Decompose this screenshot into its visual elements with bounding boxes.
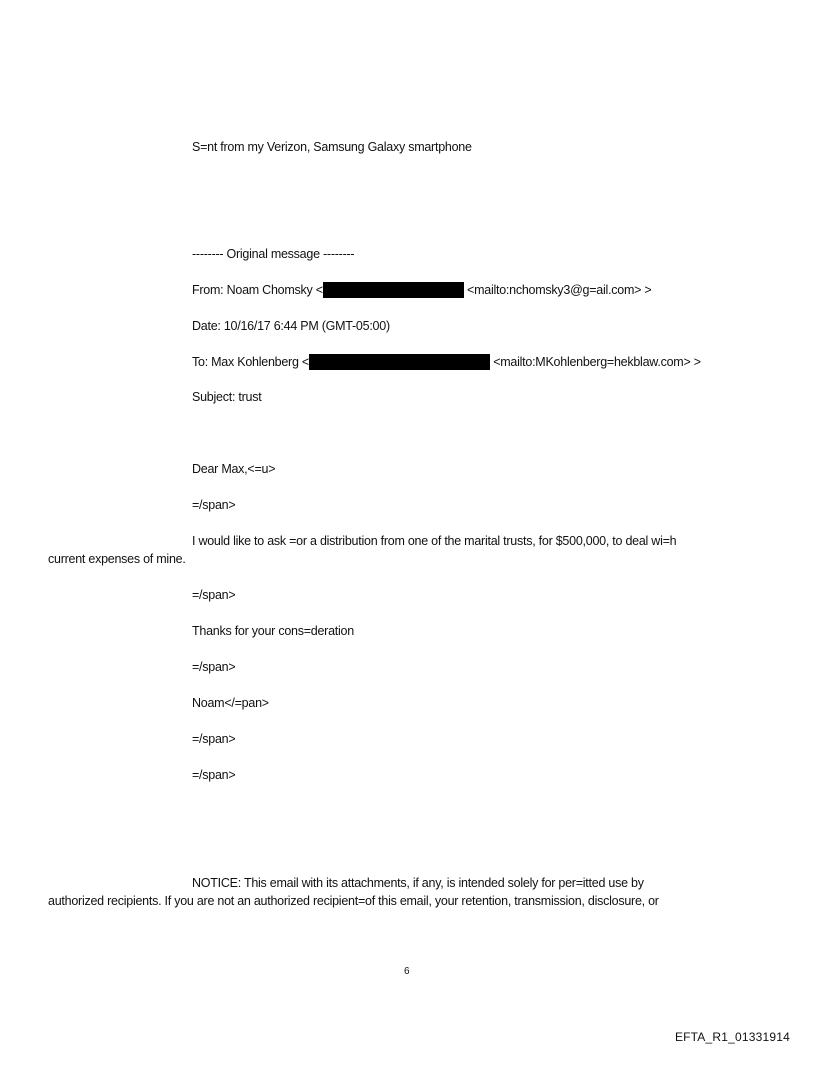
span-artifact: =/span>	[192, 588, 236, 602]
to-label: To: Max Kohlenberg <	[192, 355, 309, 369]
span-artifact: =/span>	[192, 732, 236, 746]
body-paragraph-line-1: I would like to ask =or a distribution from one of the marital trusts, for $500,000, to deal wi=h	[192, 534, 677, 548]
body-paragraph-line-2: current expenses of mine.	[48, 552, 186, 566]
page-number: 6	[404, 966, 410, 977]
document-id-footer: EFTA_R1_01331914	[674, 1030, 790, 1044]
notice-line-1: NOTICE: This email with its attachments, if any, is intended solely for per=itted use by	[192, 876, 644, 890]
greeting: Dear Max,<=u>	[192, 462, 276, 476]
signature-line: S=nt from my Verizon, Samsung Galaxy smartphone	[192, 140, 472, 154]
from-label: From: Noam Chomsky <	[192, 283, 323, 297]
to-line	[192, 354, 701, 370]
original-message-divider: -------- Original message --------	[192, 247, 355, 261]
from-line	[192, 282, 651, 298]
span-artifact: =/span>	[192, 768, 236, 782]
notice-line-2: authorized recipients. If you are not an authorized recipient=of this email, your retention, transmission, disclosure, or	[48, 894, 659, 908]
sender-name: Noam</=pan>	[192, 696, 269, 710]
span-artifact: =/span>	[192, 660, 236, 674]
to-mailto: <mailto:MKohlenberg=hekblaw.com> >	[493, 355, 701, 369]
redaction-box	[323, 282, 464, 298]
date-line: Date: 10/16/17 6:44 PM (GMT-05:00)	[192, 319, 390, 333]
subject-line: Subject: trust	[192, 390, 262, 404]
from-mailto: <mailto:nchomsky3@g=ail.com> >	[467, 283, 652, 297]
thanks-line: Thanks for your cons=deration	[192, 624, 354, 638]
span-artifact: =/span>	[192, 498, 236, 512]
redaction-box	[309, 354, 490, 370]
